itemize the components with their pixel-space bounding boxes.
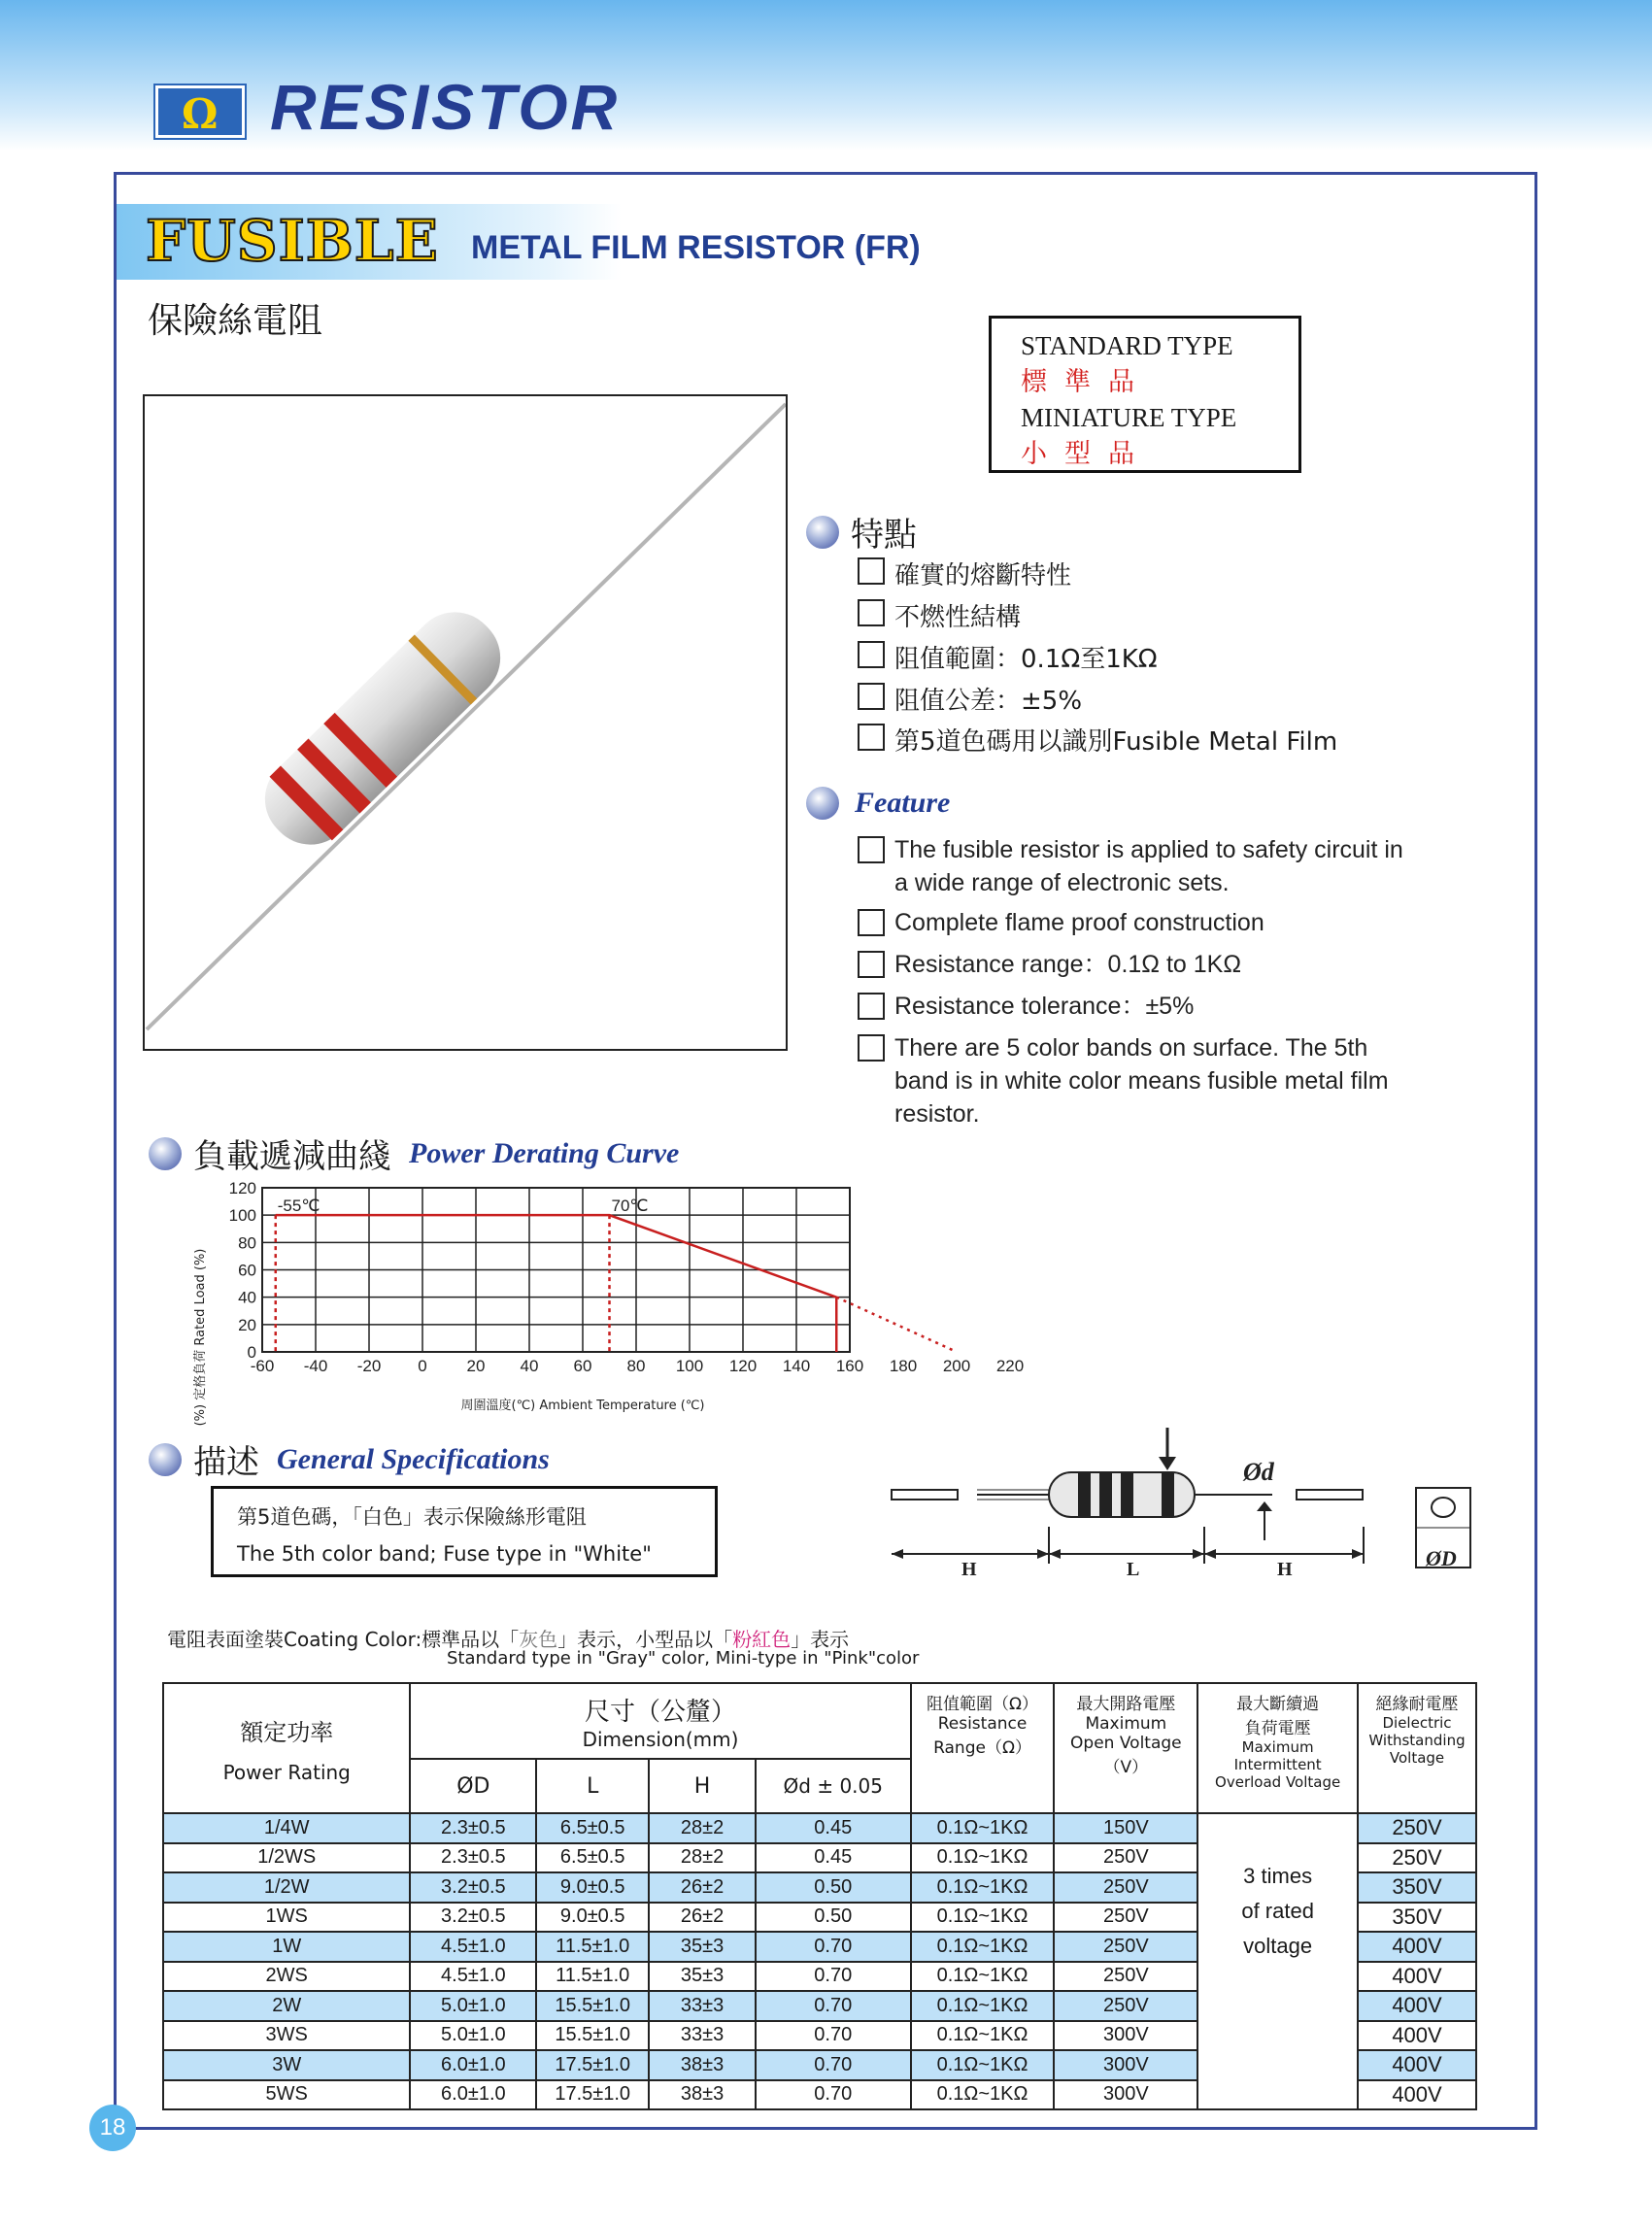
miniature-type-zh: 小型品	[1021, 439, 1152, 469]
hdr-text: Resistance	[937, 1714, 1028, 1734]
company-logo	[155, 85, 245, 138]
x-tick-label: 20	[466, 1357, 486, 1375]
x-tick-label: 220	[995, 1357, 1025, 1375]
y-tick-label: 40	[238, 1288, 256, 1307]
derating-title-en: Power Derating Curve	[409, 1136, 680, 1169]
header-power	[163, 1683, 410, 1813]
diameter-body-label: ØD	[1426, 1546, 1457, 1570]
table-cell: 35±3	[649, 1962, 756, 1992]
table-cell: 0.1Ω~1KΩ	[911, 1962, 1055, 1992]
table-cell: 250V	[1358, 1813, 1476, 1843]
x-tick-label: 200	[942, 1357, 971, 1375]
feature-en-item	[858, 833, 1403, 899]
bullet-icon	[806, 516, 839, 549]
checkbox-icon	[858, 641, 885, 668]
bullet-icon	[149, 1137, 182, 1170]
table-cell: 3W	[163, 2050, 410, 2080]
table-cell: 0.1Ω~1KΩ	[911, 1843, 1055, 1873]
header-overload	[1197, 1683, 1358, 1813]
header-D: ØD	[410, 1759, 536, 1813]
feature-zh-text: 確實的熔斷特性	[894, 561, 1072, 590]
feature-en-line: resistor.	[894, 1100, 980, 1128]
standard-type-zh: 標準品	[1021, 367, 1152, 397]
table-cell: 0.1Ω~1KΩ	[911, 1872, 1055, 1903]
header-band	[0, 0, 1652, 151]
features-en-title: Feature	[855, 787, 951, 819]
hdr-text: Voltage	[1389, 1749, 1445, 1767]
feature-zh-item	[858, 639, 1158, 675]
table-cell: 2.3±0.5	[410, 1843, 536, 1873]
table-cell: 4.5±1.0	[410, 1932, 536, 1962]
checkbox-icon	[858, 951, 885, 978]
checkbox-icon	[858, 909, 885, 936]
table-cell: 0.1Ω~1KΩ	[911, 1932, 1055, 1962]
table-cell: 17.5±1.0	[536, 2050, 649, 2080]
hdr-text: Maximum	[1241, 1738, 1314, 1756]
table-cell: 1/2WS	[163, 1843, 410, 1873]
hdr-text: Overload Voltage	[1215, 1773, 1341, 1791]
table-cell: 0.1Ω~1KΩ	[911, 2080, 1055, 2110]
derating-title-zh: 負載遞減曲綫	[193, 1137, 391, 1176]
table-cell: 0.1Ω~1KΩ	[911, 2050, 1055, 2080]
table-cell: 0.70	[756, 1991, 911, 2021]
table-cell: 400V	[1358, 2021, 1476, 2051]
table-cell: 0.1Ω~1KΩ	[911, 2021, 1055, 2051]
table-cell: 250V	[1054, 1962, 1197, 1992]
hdr-text: 最大開路電壓	[1076, 1695, 1176, 1714]
table-cell: 400V	[1358, 1991, 1476, 2021]
table-cell: 5.0±1.0	[410, 1991, 536, 2021]
hdr-text: （V）	[1103, 1758, 1149, 1777]
table-cell: 35±3	[649, 1932, 756, 1962]
hdr-text: Open Voltage	[1070, 1734, 1182, 1753]
resistor-photo	[143, 394, 788, 1051]
checkbox-icon	[858, 557, 885, 585]
table-cell: 11.5±1.0	[536, 1932, 649, 1962]
table-cell: 1/2W	[163, 1872, 410, 1903]
temperature-marker-label: 70℃	[611, 1197, 649, 1216]
derating-chart	[155, 1170, 1049, 1433]
header-L: L	[536, 1759, 649, 1813]
note-zh: 第5道色碼，「白色」表示保險絲形電阻	[237, 1505, 587, 1529]
hdr-text: 負荷電壓	[1244, 1719, 1311, 1738]
table-cell: 0.45	[756, 1843, 911, 1873]
feature-zh-text: 第5道色碼用以識別Fusible Metal Film	[894, 727, 1338, 757]
hdr-text: Intermittent	[1233, 1756, 1322, 1773]
feature-en-line: band is in white color means fusible metal film	[894, 1067, 1389, 1095]
header-resistance	[911, 1683, 1055, 1813]
header-max-voltage	[1054, 1683, 1197, 1813]
bullet-icon	[149, 1443, 182, 1476]
table-cell: 2W	[163, 1991, 410, 2021]
coating-note-en: Standard type in "Gray" color, Mini-type in "Pink"color	[447, 1648, 920, 1669]
spec-table	[162, 1682, 1477, 2110]
chart-curves	[276, 1197, 957, 1352]
feature-en-line: Resistance tolerance：±5%	[894, 993, 1195, 1020]
overload-note-cell	[1197, 1813, 1358, 2109]
logo-omega-glyph: Ω	[182, 90, 219, 138]
x-tick-label: -20	[356, 1357, 382, 1375]
feature-en-line: Resistance range：0.1Ω to 1KΩ	[894, 951, 1242, 978]
table-cell: 38±3	[649, 2080, 756, 2110]
specs-heading	[149, 1435, 550, 1483]
hdr-text: 阻值範圍（Ω）	[927, 1695, 1039, 1714]
checkbox-icon	[858, 599, 885, 626]
resistor-image	[145, 396, 786, 1049]
dim-l: L	[1127, 1559, 1140, 1580]
x-tick-label: 0	[418, 1357, 427, 1375]
header-dielectric	[1358, 1683, 1476, 1813]
dimension-drawing	[884, 1418, 1486, 1593]
table-cell: 33±3	[649, 2021, 756, 2051]
checkbox-icon	[858, 993, 885, 1020]
feature-en-line: a wide range of electronic sets.	[894, 869, 1230, 896]
diameter-lead-label: Ød	[1243, 1458, 1274, 1486]
derating-curve-series	[276, 1215, 837, 1298]
hdr-text: Maximum	[1085, 1714, 1167, 1734]
note-en: The 5th color band; Fuse type in "White"	[237, 1542, 652, 1566]
table-cell: 2.3±0.5	[410, 1813, 536, 1843]
table-cell: 0.1Ω~1KΩ	[911, 1991, 1055, 2021]
feature-zh-item	[858, 556, 1071, 591]
table-cell: 15.5±1.0	[536, 1991, 649, 2021]
dim-h-left: H	[961, 1559, 977, 1580]
table-cell: 2WS	[163, 1962, 410, 1992]
table-cell: 250V	[1054, 1872, 1197, 1903]
x-tick-label: 80	[626, 1357, 646, 1375]
header-power-zh: 額定功率	[240, 1718, 334, 1746]
table-cell: 250V	[1054, 1991, 1197, 2021]
y-tick-label: 20	[238, 1315, 256, 1334]
table-cell: 250V	[1054, 1843, 1197, 1873]
x-tick-label: 100	[675, 1357, 704, 1375]
features-en-heading	[806, 787, 950, 820]
fuse-band-note	[211, 1486, 718, 1577]
feature-en-line: The fusible resistor is applied to safety circuit in	[894, 836, 1403, 863]
table-cell: 1WS	[163, 1903, 410, 1933]
table-cell: 38±3	[649, 2050, 756, 2080]
table-cell: 300V	[1054, 2050, 1197, 2080]
feature-en-item	[858, 990, 1194, 1023]
x-tick-label: -60	[250, 1357, 275, 1375]
table-cell: 4.5±1.0	[410, 1962, 536, 1992]
header-dim-en: Dimension(mm)	[582, 1727, 739, 1751]
derating-curve-series	[836, 1298, 957, 1352]
table-cell: 0.50	[756, 1903, 911, 1933]
y-tick-label: 60	[238, 1261, 256, 1280]
checkbox-icon	[858, 724, 885, 751]
table-cell: 26±2	[649, 1903, 756, 1933]
table-cell: 400V	[1358, 2050, 1476, 2080]
product-subtitle: METAL FILM RESISTOR (FR)	[471, 229, 921, 266]
y-tick-label: 80	[238, 1233, 256, 1253]
bullet-icon	[806, 787, 839, 820]
temperature-marker-label: -55℃	[277, 1197, 320, 1216]
coating-gray: 灰色	[519, 1628, 558, 1651]
y-tick-label: 100	[228, 1206, 256, 1226]
table-cell: 0.70	[756, 1932, 911, 1962]
table-cell: 300V	[1054, 2021, 1197, 2051]
hdr-text: Withstanding	[1368, 1732, 1466, 1749]
table-cell: 0.70	[756, 2050, 911, 2080]
table-cell: 28±2	[649, 1843, 756, 1873]
y-tick-label: 0	[247, 1343, 256, 1362]
hdr-text: 最大斷續過	[1236, 1695, 1320, 1714]
x-tick-label: 140	[782, 1357, 811, 1375]
table-cell: 3WS	[163, 2021, 410, 2051]
feature-en-item	[858, 906, 1264, 939]
table-cell: 0.45	[756, 1813, 911, 1843]
x-tick-label: -40	[303, 1357, 328, 1375]
table-cell: 33±3	[649, 1991, 756, 2021]
overload-note-line: of rated	[1241, 1899, 1314, 1923]
page-header-title: RESISTOR	[270, 71, 621, 143]
x-axis-label: 周圍溫度(℃) Ambient Temperature (℃)	[460, 1399, 705, 1413]
table-cell: 400V	[1358, 1962, 1476, 1992]
feature-en-line: There are 5 color bands on surface. The 5th	[894, 1034, 1368, 1062]
feature-zh-item	[858, 722, 1337, 758]
table-cell: 26±2	[649, 1872, 756, 1903]
dim-h-right: H	[1277, 1559, 1293, 1580]
table-cell: 6.5±0.5	[536, 1813, 649, 1843]
feature-zh-item	[858, 597, 1021, 633]
product-chinese-name: 保險絲電阻	[148, 301, 323, 341]
table-cell: 400V	[1358, 1932, 1476, 1962]
page-number: 18	[89, 2105, 136, 2151]
checkbox-icon	[858, 1034, 885, 1062]
table-cell: 15.5±1.0	[536, 2021, 649, 2051]
y-tick-label: 120	[228, 1179, 256, 1197]
overload-note-line: voltage	[1243, 1934, 1313, 1958]
x-tick-label: 40	[520, 1357, 539, 1375]
checkbox-icon	[858, 836, 885, 863]
table-cell: 0.70	[756, 2021, 911, 2051]
table-cell: 400V	[1358, 2080, 1476, 2110]
table-cell: 150V	[1054, 1813, 1197, 1843]
table-cell: 6.0±1.0	[410, 2080, 536, 2110]
hdr-text: Range（Ω）	[933, 1738, 1031, 1758]
hdr-text: Dielectric	[1382, 1714, 1452, 1732]
features-zh-title: 特點	[851, 516, 917, 555]
specs-title-zh: 描述	[193, 1443, 259, 1482]
header-d: Ød ± 0.05	[756, 1759, 911, 1813]
fusible-badge: FUSIBLE	[146, 208, 439, 274]
table-cell: 0.70	[756, 2080, 911, 2110]
table-cell: 11.5±1.0	[536, 1962, 649, 1992]
overload-note-line: 3 times	[1243, 1864, 1313, 1888]
feature-en-line: Complete flame proof construction	[894, 909, 1264, 936]
feature-zh-text: 阻值範圍：0.1Ω至1KΩ	[894, 645, 1158, 674]
table-cell: 9.0±0.5	[536, 1872, 649, 1903]
table-cell: 0.50	[756, 1872, 911, 1903]
table-cell: 1/4W	[163, 1813, 410, 1843]
x-tick-label: 60	[573, 1357, 592, 1375]
checkbox-icon	[858, 683, 885, 710]
header-power-en: Power Rating	[222, 1760, 351, 1784]
type-box	[989, 316, 1301, 473]
x-tick-label: 120	[728, 1357, 758, 1375]
table-cell: 6.0±1.0	[410, 2050, 536, 2080]
table-cell: 250V	[1054, 1903, 1197, 1933]
standard-type-en: STANDARD TYPE	[1021, 331, 1233, 360]
coating-text: 」表示	[791, 1628, 850, 1651]
table-cell: 300V	[1054, 2080, 1197, 2110]
table-cell: 0.1Ω~1KΩ	[911, 1903, 1055, 1933]
table-cell: 5WS	[163, 2080, 410, 2110]
coating-text: 」表示，小型品以「	[557, 1628, 733, 1651]
feature-en-item	[858, 1031, 1389, 1130]
x-tick-label: 160	[835, 1357, 864, 1375]
table-row	[163, 1813, 1476, 1843]
hdr-text: 絕緣耐電壓	[1375, 1695, 1459, 1714]
table-cell: 250V	[1358, 1843, 1476, 1873]
specs-title-en: General Specifications	[277, 1442, 550, 1475]
table-cell: 6.5±0.5	[536, 1843, 649, 1873]
table-cell: 350V	[1358, 1872, 1476, 1903]
feature-en-item	[858, 948, 1241, 981]
table-cell: 0.70	[756, 1962, 911, 1992]
feature-zh-text: 阻值公差：±5%	[894, 687, 1083, 716]
feature-zh-text: 不燃性結構	[894, 603, 1022, 632]
feature-zh-item	[858, 681, 1082, 717]
coating-pink: 粉紅色	[732, 1628, 792, 1651]
table-cell: 17.5±1.0	[536, 2080, 649, 2110]
coating-text: 電阻表面塗裝Coating Color:標準品以「	[167, 1628, 520, 1651]
table-cell: 9.0±0.5	[536, 1903, 649, 1933]
header-dim-zh: 尺寸（公釐）	[585, 1697, 737, 1727]
table-cell: 28±2	[649, 1813, 756, 1843]
table-cell: 3.2±0.5	[410, 1872, 536, 1903]
miniature-type-en: MINIATURE TYPE	[1021, 403, 1237, 432]
header-H: H	[649, 1759, 756, 1813]
x-tick-label: 180	[889, 1357, 918, 1375]
y-axis-label: (%) 定格負荷 Rated Load (%)	[193, 1248, 208, 1427]
features-zh-heading	[806, 508, 917, 556]
table-cell: 3.2±0.5	[410, 1903, 536, 1933]
table-cell: 350V	[1358, 1903, 1476, 1933]
table-cell: 0.1Ω~1KΩ	[911, 1813, 1055, 1843]
table-cell: 5.0±1.0	[410, 2021, 536, 2051]
table-cell: 1W	[163, 1932, 410, 1962]
header-dimension	[410, 1683, 910, 1759]
table-cell: 250V	[1054, 1932, 1197, 1962]
